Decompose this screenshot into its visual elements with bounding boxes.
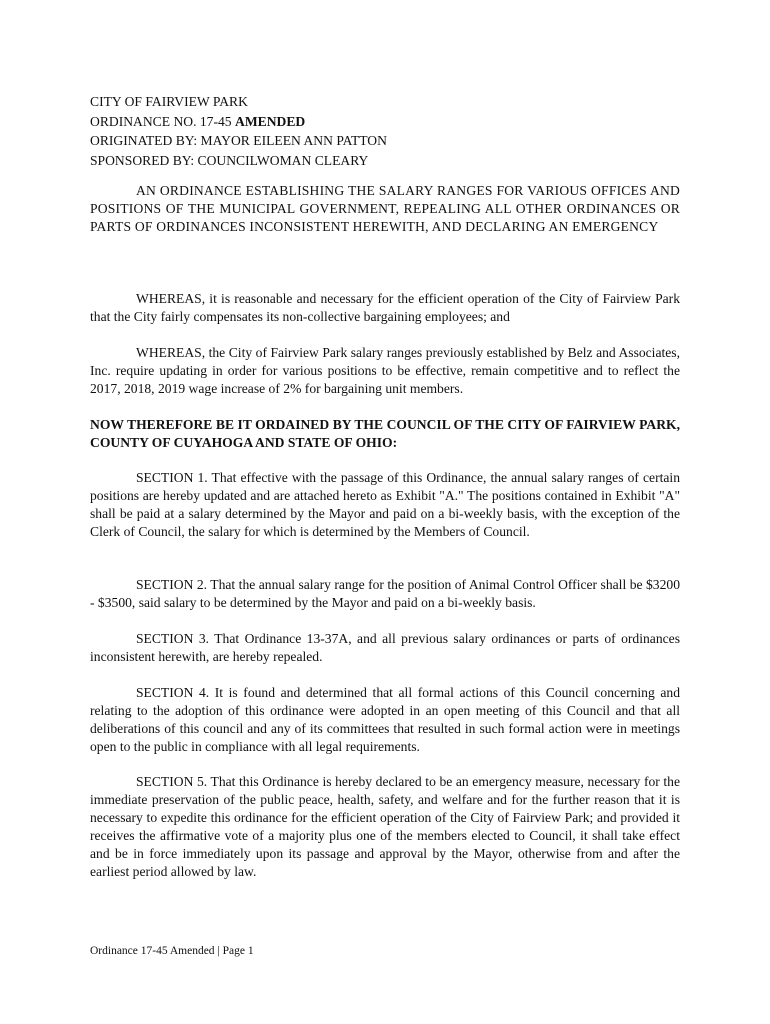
section-5: SECTION 5. That this Ordinance is hereby declared to be an emergency measure, necessary for the immediate preservation of the public peace, health, safety, and welfare and for the further reason that it is necessary to expedite this ordinance for the efficient operation of the City of Fairview Park; and provided it receives the affirmative vote of a majority plus one of the members elected to Council, it shall take effect and be in force immediately upon its passage and approval by the Mayor, otherwise from and after the earliest period allowed by law.	[90, 774, 680, 879]
ordained-statement: NOW THEREFORE BE IT ORDAINED BY THE COUNCIL OF THE CITY OF FAIRVIEW PARK, COUNTY OF CUYAHOGA AND STATE OF OHIO:	[90, 417, 680, 450]
sponsored-by: SPONSORED BY: COUNCILWOMAN CLEARY	[90, 152, 369, 168]
section-1: SECTION 1. That effective with the passage of this Ordinance, the annual salary ranges of certain positions are hereby updated and are attached hereto as Exhibit "A." The positions contained in Exhibit "A" shall be paid at a salary determined by the Mayor and paid on a bi-weekly basis, with the exception of the Clerk of Council, the salary for which is determined by the Members of Council.	[90, 470, 680, 539]
ordinance-number: ORDINANCE NO. 17-45	[90, 113, 232, 129]
amended-label: AMENDED	[235, 113, 306, 129]
page-footer: Ordinance 17-45 Amended | Page 1	[90, 945, 254, 957]
ordinance-title: AN ORDINANCE ESTABLISHING THE SALARY RANGES FOR VARIOUS OFFICES AND POSITIONS OF THE MUNICIPAL GOVERNMENT, REPEALING ALL OTHER ORDINANCES OR PARTS OF ORDINANCES INCONSISTENT HEREWITH, AND DECLARING AN EMERGENCY	[90, 183, 680, 234]
whereas-paragraph-1: WHEREAS, it is reasonable and necessary for the efficient operation of the City of Fairview Park that the City fairly compensates its non-collective bargaining employees; and	[90, 291, 680, 324]
ordinance-header	[90, 92, 690, 170]
section-2: SECTION 2. That the annual salary range for the position of Animal Control Officer shall be $3200 - $3500, said salary to be determined by the Mayor and paid on a bi-weekly basis.	[90, 577, 680, 610]
whereas-paragraph-2: WHEREAS, the City of Fairview Park salary ranges previously established by Belz and Associates, Inc. require updating in order for various positions to be effective, remain competitive and to reflect the 2017, 2018, 2019 wage increase of 2% for bargaining unit members.	[90, 345, 680, 396]
originated-by: ORIGINATED BY: MAYOR EILEEN ANN PATTON	[90, 133, 387, 148]
section-3: SECTION 3. That Ordinance 13-37A, and all previous salary ordinances or parts of ordinances inconsistent herewith, are hereby repealed.	[90, 631, 680, 664]
section-4: SECTION 4. It is found and determined that all formal actions of this Council concerning and relating to the adoption of this ordinance were adopted in an open meeting of this Council and that all deliberations of this council and any of its committees that resulted in such formal action were in meetings open to the public in compliance with all legal requirements.	[90, 685, 680, 754]
city-name: CITY OF FAIRVIEW PARK	[90, 94, 248, 109]
ordinance-number-line	[90, 112, 690, 132]
